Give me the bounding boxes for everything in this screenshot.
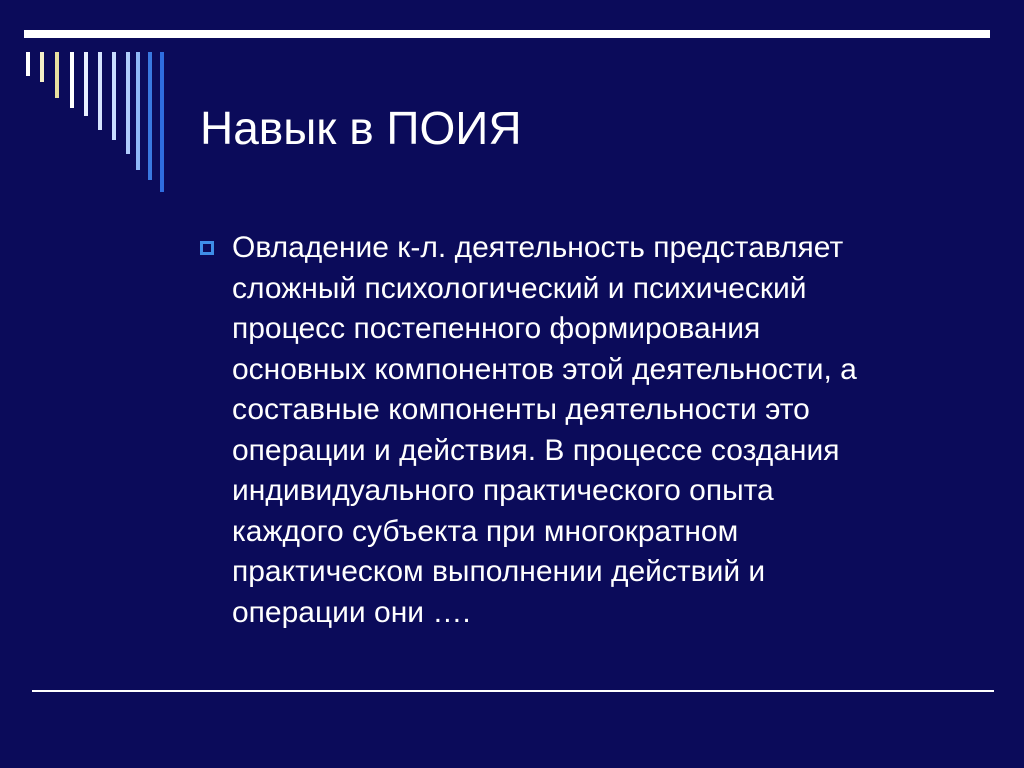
decorative-stripe bbox=[112, 52, 116, 140]
bullet-text bbox=[232, 228, 857, 633]
decorative-stripe bbox=[148, 52, 152, 180]
bullet-line: операции и действия. В процессе создания bbox=[232, 433, 840, 467]
bullet-line: Овладение к-л. деятельность представляет bbox=[232, 231, 844, 264]
bullet-line: индивидуального практического опыта bbox=[232, 474, 774, 507]
decorative-stripe bbox=[160, 52, 164, 192]
bullet-item bbox=[200, 228, 980, 633]
slide-title: Навык в ПОИЯ bbox=[200, 102, 522, 154]
decorative-stripe bbox=[84, 52, 88, 116]
bottom-divider-line bbox=[32, 690, 994, 692]
bullet-line: основных компонентов этой деятельности, а bbox=[232, 352, 857, 386]
decorative-stripe bbox=[70, 52, 74, 108]
bullet-line: практическом выполнении действий и bbox=[232, 555, 766, 588]
decorative-stripe bbox=[55, 52, 59, 98]
decorative-stripe bbox=[98, 52, 102, 130]
bullet-line: сложный психологический и психический bbox=[232, 271, 807, 305]
slide-content bbox=[200, 228, 980, 633]
decorative-stripe bbox=[26, 52, 30, 76]
square-outline-bullet-icon bbox=[200, 241, 214, 255]
decorative-stripe bbox=[126, 52, 130, 154]
decorative-stripe bbox=[40, 52, 44, 82]
top-divider-line bbox=[24, 30, 990, 38]
bullet-line: составные компоненты деятельности это bbox=[232, 393, 810, 426]
decorative-stripe bbox=[136, 52, 140, 170]
bullet-line: операции они …. bbox=[232, 595, 471, 629]
bullet-line: процесс постепенного формирования bbox=[232, 312, 761, 345]
bullet-line: каждого субъекта при многократном bbox=[232, 514, 739, 548]
